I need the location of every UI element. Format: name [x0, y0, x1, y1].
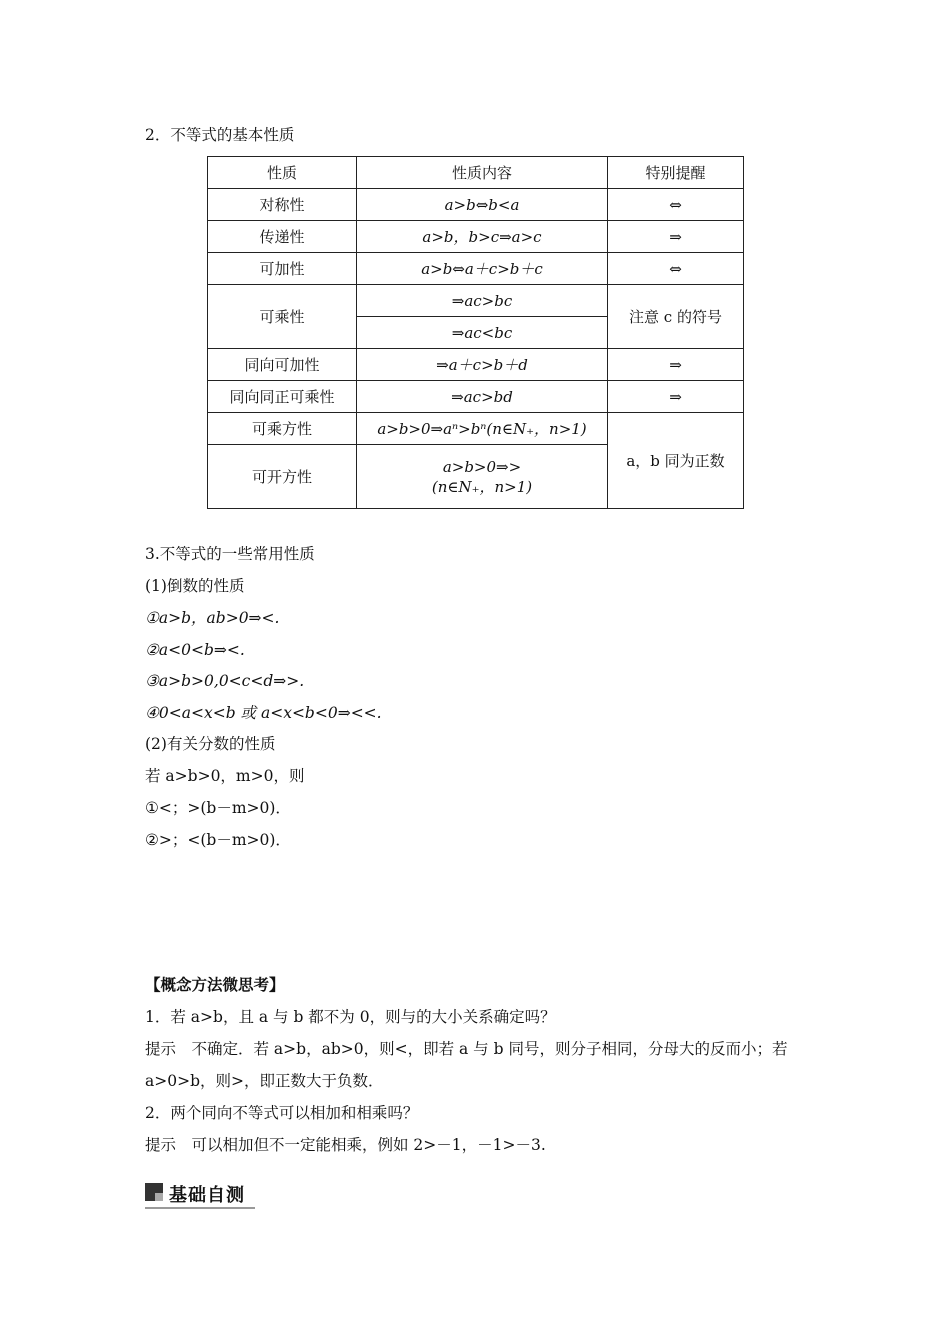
think-heading: 【概念方法微思考】 — [145, 975, 285, 994]
table-row — [208, 189, 744, 221]
property-name: 对称性 — [208, 189, 357, 221]
content-line-1: a>b>0⇒> — [442, 457, 522, 476]
property-note: ⇒ — [608, 381, 744, 413]
list-item: ④0<a<x<b 或 a<x<b<0⇒<<. — [145, 704, 382, 722]
subheading-reciprocal: (1)倒数的性质 — [145, 577, 245, 595]
property-content: ⇒a＋c>b＋d — [357, 349, 608, 381]
property-content: a>b，b>c⇒a>c — [357, 221, 608, 253]
property-note: ⇔ — [608, 253, 744, 285]
list-item: ②>；<(b－m>0)． — [145, 831, 291, 849]
subheading-fraction: (2)有关分数的性质 — [145, 735, 276, 753]
section-title: 基础自测 — [169, 1185, 245, 1206]
content-line-2: (n∈N₊，n>1) — [431, 477, 533, 496]
answer-1-line-1: 提示 不确定．若 a>b，ab>0，则<，即若 a 与 b 同号，则分子相同，分母大的反而小；若 — [145, 1040, 788, 1058]
property-content: ⇒ac>bd — [357, 381, 608, 413]
property-note: a，b 同为正数 — [608, 413, 744, 509]
list-item: ①a>b，ab>0⇒<. — [145, 609, 280, 627]
square-marker-icon — [145, 1183, 163, 1201]
property-content — [357, 445, 608, 509]
table-row — [208, 285, 744, 317]
section-title-bar — [145, 1180, 255, 1209]
property-note: ⇒ — [608, 221, 744, 253]
property-name: 传递性 — [208, 221, 357, 253]
table-row — [208, 221, 744, 253]
table-row — [208, 253, 744, 285]
answer-1-line-2: a>0>b，则>，即正数大于负数． — [145, 1072, 384, 1090]
property-name: 可开方性 — [208, 445, 357, 509]
table-row — [208, 381, 744, 413]
property-content: ⇒ac>bc — [357, 285, 608, 317]
property-name: 可乘性 — [208, 285, 357, 349]
list-item: ③a>b>0,0<c<d⇒>. — [145, 672, 305, 690]
header-property: 性质 — [208, 157, 357, 189]
table-row — [208, 413, 744, 445]
question-1: 1．若 a>b，且 a 与 b 都不为 0，则与的大小关系确定吗？ — [145, 1008, 556, 1026]
property-content: a>b>0⇒aⁿ>bⁿ(n∈N₊，n>1) — [357, 413, 608, 445]
inequality-properties-table — [207, 156, 744, 509]
header-note: 特别提醒 — [608, 157, 744, 189]
property-note: 注意 c 的符号 — [608, 285, 744, 349]
condition-text: 若 a>b>0，m>0，则 — [145, 767, 305, 785]
property-name: 可加性 — [208, 253, 357, 285]
property-content: ⇒ac<bc — [357, 317, 608, 349]
property-note: ⇒ — [608, 349, 744, 381]
property-content: a>b⇔a＋c>b＋c — [357, 253, 608, 285]
header-content: 性质内容 — [357, 157, 608, 189]
property-name: 同向同正可乘性 — [208, 381, 357, 413]
section-2-heading: 2．不等式的基本性质 — [145, 126, 295, 144]
property-content: a>b⇔b<a — [357, 189, 608, 221]
table-header-row — [208, 157, 744, 189]
section-3-heading: 3.不等式的一些常用性质 — [145, 545, 315, 563]
property-name: 可乘方性 — [208, 413, 357, 445]
list-item: ①<；>(b－m>0)． — [145, 799, 291, 817]
list-item: ②a<0<b⇒<. — [145, 641, 245, 659]
table-row — [208, 349, 744, 381]
answer-2: 提示 可以相加但不一定能相乘，例如 2>－1，－1>－3. — [145, 1136, 546, 1154]
property-name: 同向可加性 — [208, 349, 357, 381]
property-note: ⇔ — [608, 189, 744, 221]
question-2: 2．两个同向不等式可以相加和相乘吗？ — [145, 1104, 419, 1122]
